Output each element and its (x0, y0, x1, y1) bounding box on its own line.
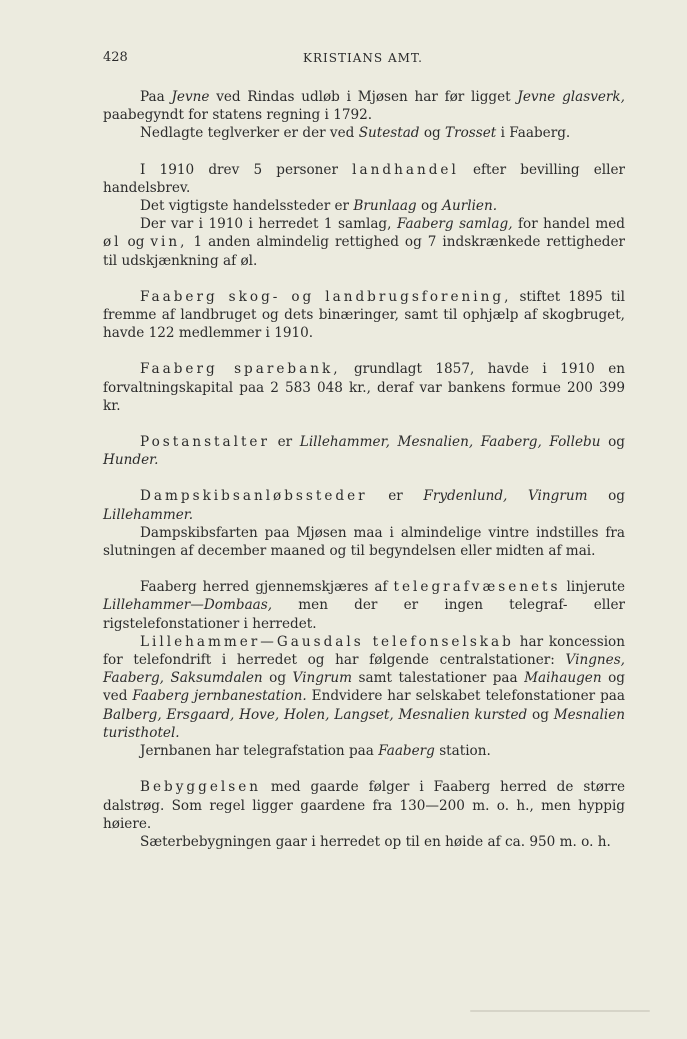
paragraph-glasverk: Paa Jevne ved Rindas udløb i Mjøsen har før ligget Jevne glasverk, paabegyndt for statens regning i 1792. (103, 89, 625, 124)
page-number: 428 (103, 50, 128, 65)
paragraph-telegraf: Faaberg herred gjennemskjæres af telegrafvæsenets linjerute Lillehammer—Dombaas, men der er ingen telegraf- eller rigstelefonstationer i herredet. (103, 579, 625, 632)
paragraph-dampskibsfarten: Dampskibsfarten paa Mjøsen maa i almindelige vintre indstilles fra slutningen af december maaned og til begyndelsen eller midten af mai. (103, 524, 625, 560)
page-body (103, 88, 625, 851)
paragraph-postanstalter: Postanstalter er Lillehammer, Mesnalien, Faaberg, Follebu og Hunder. (103, 434, 625, 469)
paragraph-telefonselskab: Lillehammer—Gausdals telefonselskab har koncession for telefondrift i herredet og har følgende centralstationer: Vingnes, Faaberg, Saksumdalen og Vingrum samt talestationer paa Maihaugen og ved Faaberg jernbanestation. Endvidere har selskabet telefonstationer paa Balberg, Ersgaard, Hove, Holen, Langset, Mesnalien kursted og Mesnalien turisthotel. (103, 633, 626, 741)
paragraph-foreningen: Faaberg skog- og landbrugsforening, stiftet 1895 til fremme af landbruget og dets binæringer, samt til ophjælp af skogbruget, havde 122 medlemmer i 1910. (103, 288, 625, 342)
paragraph-saeterbebygningen: Sæterbebygningen gaar i herredet op til en høide af ca. 950 m. o. h. (140, 833, 611, 850)
paragraph-samlag: Der var i 1910 i herredet 1 samlag, Faaberg samlag, for handel med øl og vin, 1 anden almindelig rettighed og 7 indskrænkede rettigheder til udskjænkning af øl. (103, 216, 626, 269)
paragraph-bebyggelsen: Bebyggelsen med gaarde følger i Faaberg herred de større dalstrøg. Som regel ligger gaardene fra 130—200 m. o. h., men hyppig høiere. (103, 779, 625, 832)
paragraph-teglverker: Nedlagte teglverker er der ved Sutestad og Trosset i Faaberg. (140, 125, 571, 142)
paragraph-handelssteder: Det vigtigste handelssteder er Brunlaag og Aurlien. (140, 198, 498, 215)
paragraph-sparebank: Faaberg sparebank, grundlagt 1857, havde i 1910 en forvaltningskapital paa 2 583 048 kr., deraf var bankens formue 200 399 kr. (103, 361, 625, 414)
paragraph-dampskibsanlob: Dampskibsanløbssteder er Frydenlund, Vingrum og Lillehammer. (103, 488, 626, 523)
paper-smudge (470, 1010, 650, 1012)
running-head: KRISTIANS AMT. (303, 51, 423, 65)
page-header (103, 50, 623, 70)
paragraph-jernbanen: Jernbanen har telegrafstation paa Faaberg station. (140, 743, 491, 760)
paragraph-landhandel: I 1910 drev 5 personer landhandel efter bevilling eller handelsbrev. (103, 161, 625, 196)
